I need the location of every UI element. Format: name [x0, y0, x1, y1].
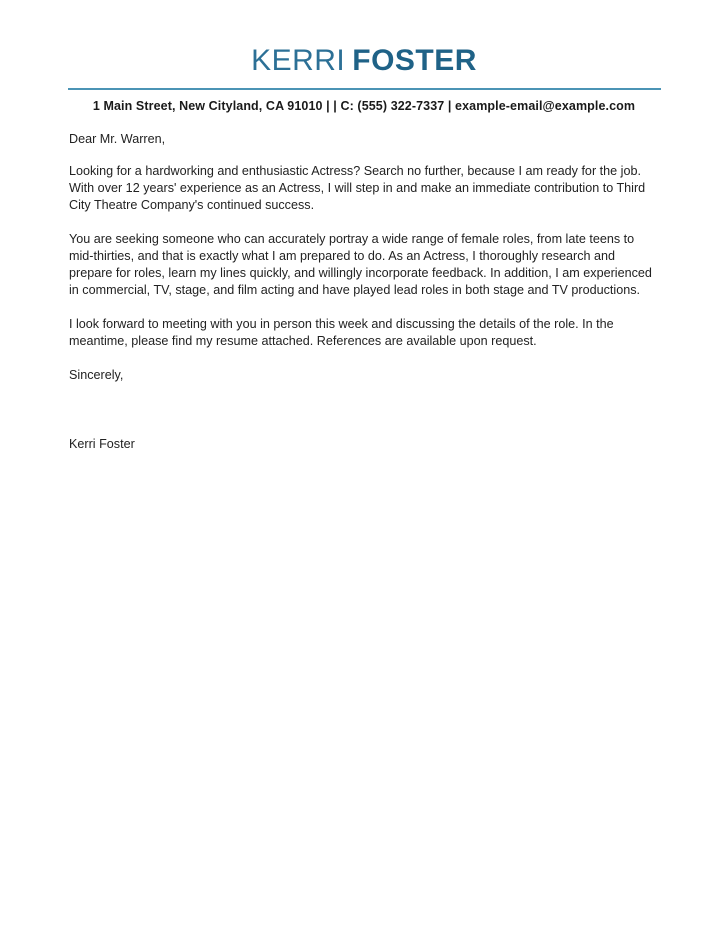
letter-body	[69, 113, 659, 453]
letter-paragraph-1: Looking for a hardworking and enthusiastic Actress? Search no further, because I am ready for the job. With over 12 years' experience as an Actress, I will step in and make an immediate contribution to Third City Theatre Company's continued success.	[69, 164, 646, 212]
applicant-name	[0, 46, 728, 76]
letter-header	[0, 0, 728, 113]
signature-name: Kerri Foster	[69, 437, 135, 451]
letter-paragraph-3: I look forward to meeting with you in person this week and discussing the details of the role. In the meantime, please find my resume attached. References are available upon request.	[69, 317, 614, 348]
contact-info-line: 1 Main Street, New Cityland, CA 91010 | | C: (555) 322-7337 | example-email@example.com	[92, 99, 636, 113]
header-divider	[68, 88, 661, 90]
letter-paragraph-2: You are seeking someone who can accurately portray a wide range of female roles, from late teens to mid-thirties, and that is exactly what I am prepared to do. As an Actress, I thoroughly research and prepare for roles, learn my lines quickly, and willingly incorporate feedback. In addition, I am experienced in commercial, TV, stage, and film acting and have played lead roles in both stage and TV productions.	[69, 232, 652, 297]
salutation: Dear Mr. Warren,	[69, 132, 166, 146]
applicant-first-name: KERRI	[251, 44, 346, 77]
applicant-last-name: FOSTER	[352, 44, 477, 77]
closing-salutation: Sincerely,	[69, 368, 124, 382]
